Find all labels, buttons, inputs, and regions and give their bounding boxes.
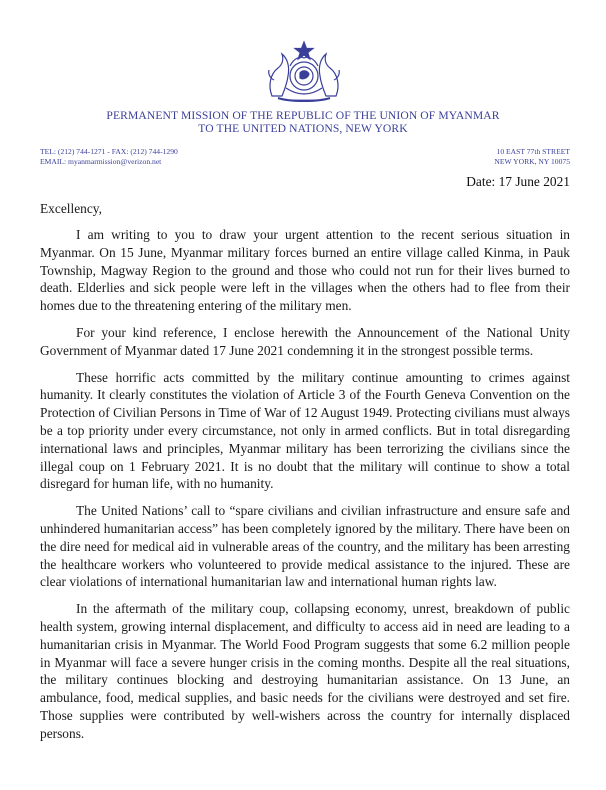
mission-name-line1: PERMANENT MISSION OF THE REPUBLIC OF THE UNION OF MYANMAR — [106, 109, 500, 122]
salutation: Excellency, — [40, 201, 102, 216]
tel-fax: TEL: (212) 744-1271 - FAX: (212) 744-1290 — [40, 147, 178, 156]
mission-name-line2: TO THE UNITED NATIONS, NEW YORK — [198, 122, 408, 135]
paragraph-3: These horrific acts committed by the military continue amounting to crimes against humanity. It clearly constitutes the violation of Article 3 of the Fourth Geneva Convention on the Protection of Civilian Persons in Time of War of 12 August 1949. Protecting civilians must always be a top priority under every circumstance, not only in armed conflicts. But in total disregarding international laws and principles, Myanmar military has been terrorizing the civilians since the illegal coup on 1 February 2021. It is no doubt that the military will continue to show a total disregard for human life, with no humanity. — [40, 369, 570, 492]
paragraph-4: The United Nations’ call to “spare civilians and civilian infrastructure and ensure safe and unhindered humanitarian access” has been completely ignored by the military. There have been on the dire need for medical aid in vulnerable areas of the country, and the military has been arresting the healthcare workers who volunteered to provide medical assistance to the injured. These are clear violations of international humanitarian law and international human rights law. — [40, 503, 570, 590]
contact-info — [40, 147, 178, 167]
paragraph-5: In the aftermath of the military coup, collapsing economy, unrest, breakdown of public health system, growing internal displacement, and difficulty to access aid in need are leading to a humanitarian crisis in Myanmar. The World Food Program suggests that some 6.2 million people in Myanmar will face a severe hunger crisis in the coming months. Despite all the real situations, the military continues blocking and destroying humanitarian assistance. On 13 June, an ambulance, food, medical supplies, and basic needs for the civilians were destroyed and set fire. Those supplies were contributed by well-wishers across the country for internally displaced persons. — [40, 601, 570, 741]
email: EMAIL: myanmarmission@verizon.net — [40, 157, 162, 166]
paragraph-2: For your kind reference, I enclose herewith the Announcement of the National Unity Government of Myanmar dated 17 June 2021 condemning it in the strongest possible terms. — [40, 324, 570, 358]
mission-address — [494, 147, 570, 167]
state-seal-icon — [254, 36, 354, 104]
address-line1: 10 EAST 77th STREET — [496, 147, 570, 156]
letter-body — [40, 226, 570, 752]
paragraph-1: I am writing to you to draw your urgent attention to the recent serious situation in Myanmar. On 15 June, Myanmar military forces burned an entire village called Kinma, in Pauk Township, Magway Region to the ground and those who could not run for their lives burned to death. Elderlies and sick people were left in the villages when the others had to flee from their homes due to the threatening entering of the military men. — [40, 227, 570, 314]
letter-date: Date: 17 June 2021 — [466, 174, 570, 189]
address-line2: NEW YORK, NY 10075 — [494, 157, 570, 166]
